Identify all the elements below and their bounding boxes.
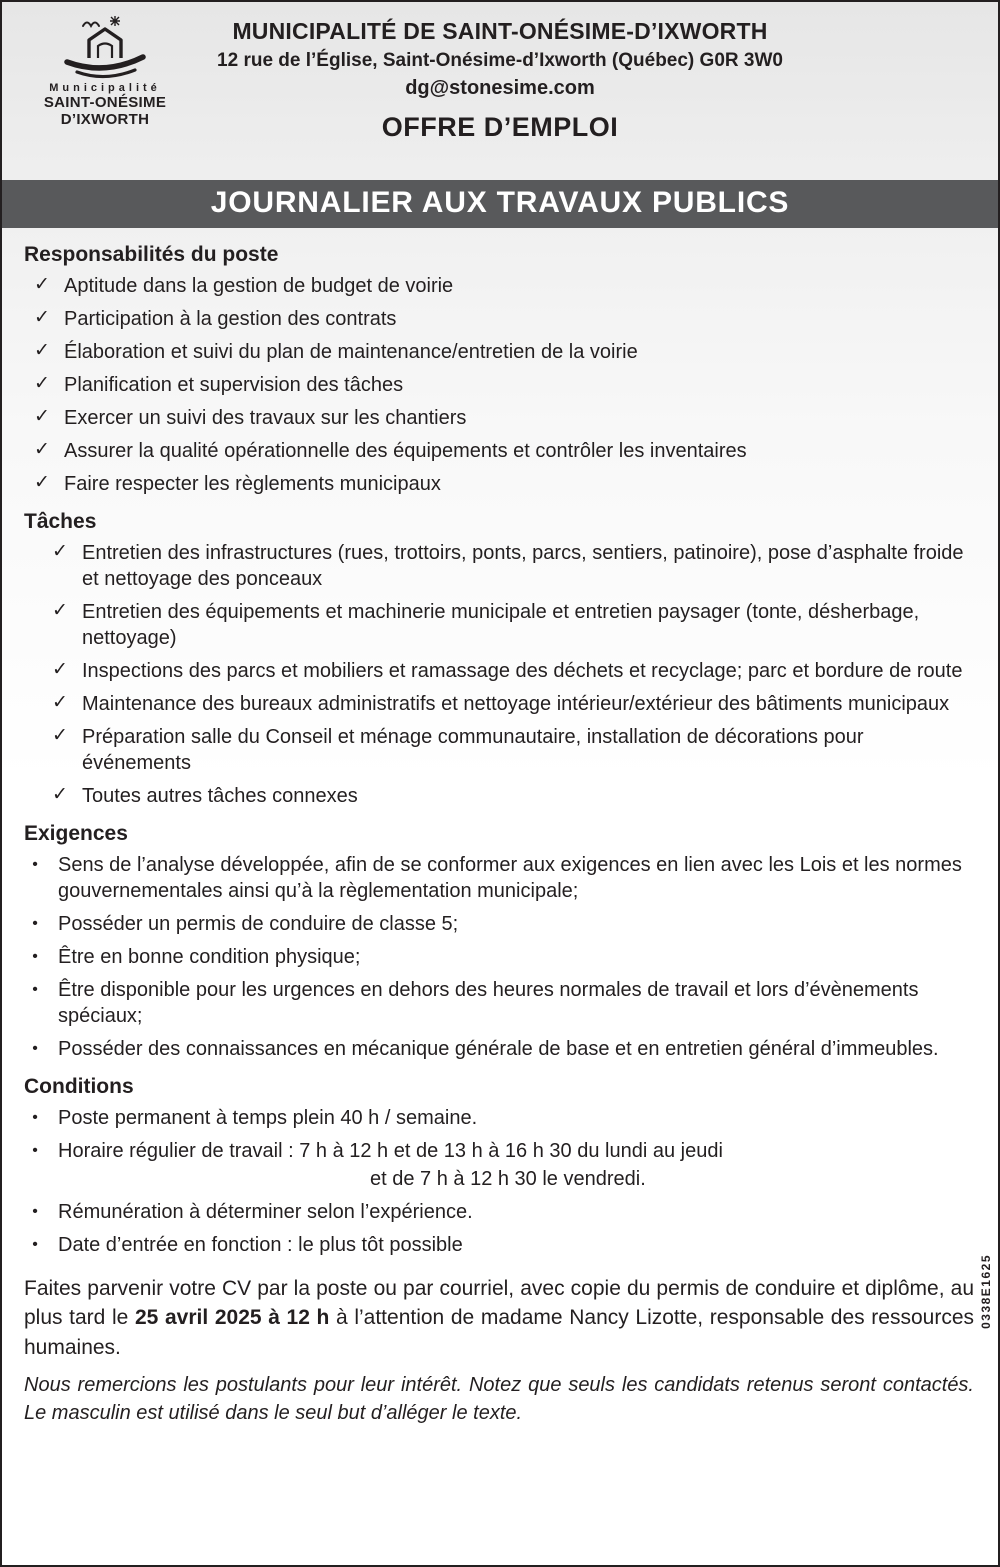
bullet-item-text: [58, 1138, 974, 1192]
bullet-item: [28, 944, 974, 970]
check-icon: ✓: [52, 692, 68, 713]
check-item: [50, 724, 974, 776]
bullet-item: [28, 977, 974, 1029]
check-item: [32, 273, 974, 299]
check-icon: ✓: [34, 373, 50, 394]
bullet-item-text: Poste permanent à temps plein 40 h / semaine.: [58, 1107, 478, 1129]
bullet-item: [28, 911, 974, 937]
check-item-text: Préparation salle du Conseil et ménage communautaire, installation de décorations pour événements: [82, 726, 864, 774]
org-address: 12 rue de l’Église, Saint-Onésime-d’Ixworth (Québec) G0R 3W0: [217, 50, 783, 71]
bullet-icon: •: [32, 1109, 38, 1126]
check-icon: ✓: [52, 659, 68, 680]
check-icon: ✓: [52, 541, 68, 562]
check-item-text: Planification et supervision des tâches: [64, 374, 404, 396]
check-item: [32, 339, 974, 365]
bullet-item-text: Sens de l’analyse développée, afin de se conformer aux exigences en lien avec les Lois et les normes gouvernementales ainsi qu’à la règlementation municipale;: [58, 854, 962, 902]
section-conditions: [24, 1075, 974, 1258]
check-item: [32, 372, 974, 398]
logo-name-line2: D’IXWORTH: [60, 111, 150, 129]
bullet-icon: •: [32, 915, 38, 932]
bullet-icon: •: [32, 981, 38, 998]
bullet-icon: •: [32, 1142, 38, 1159]
bullet-item-text: Être en bonne condition physique;: [58, 946, 361, 968]
check-item: [50, 658, 974, 684]
bullet-item-text: Être disponible pour les urgences en dehors des heures normales de travail et lors d’évènements spéciaux;: [58, 979, 919, 1027]
check-item: [32, 471, 974, 497]
bullet-item: [28, 1036, 974, 1062]
content: [2, 228, 998, 1427]
check-item-text: Exercer un suivi des travaux sur les chantiers: [64, 407, 467, 429]
conditions-list: [24, 1105, 974, 1258]
org-name: MUNICIPALITÉ DE SAINT-ONÉSIME-D’IXWORTH: [232, 18, 768, 44]
section-responsabilites: [24, 243, 974, 497]
check-item-text: Aptitude dans la gestion de budget de voirie: [64, 275, 454, 297]
bullet-item-text: Date d’entrée en fonction : le plus tôt possible: [58, 1234, 463, 1256]
check-item-text: Inspections des parcs et mobiliers et ramassage des déchets et recyclage; parc et bordure de route: [82, 660, 963, 682]
horaire-line1: Horaire régulier de travail : 7 h à 12 h et de 13 h à 16 h 30 du lundi au jeudi: [58, 1140, 723, 1162]
logo-caption: Municipalité: [49, 82, 161, 94]
check-icon: ✓: [34, 472, 50, 493]
bullet-icon: •: [32, 856, 38, 873]
check-icon: ✓: [34, 340, 50, 361]
check-item-text: Élaboration et suivi du plan de maintenance/entretien de la voirie: [64, 341, 638, 363]
check-item-text: Participation à la gestion des contrats: [64, 308, 397, 330]
section-taches: [24, 510, 974, 809]
exigences-list: [24, 852, 974, 1062]
closing-text-2: à l’attention de madame Nancy Lizotte, responsable des ressources humaines.: [24, 1306, 975, 1359]
check-icon: ✓: [52, 600, 68, 621]
horaire-line2: et de 7 h à 12 h 30 le vendredi.: [370, 1168, 646, 1190]
logo-name-line1: SAINT-ONÉSIME: [43, 94, 167, 111]
check-item: [32, 438, 974, 464]
bullet-item-text: Rémunération à déterminer selon l’expérience.: [58, 1201, 473, 1223]
bullet-item: [28, 1232, 974, 1258]
print-code: 0338E1625: [979, 1254, 993, 1329]
header: [2, 2, 998, 176]
section-heading-taches: Tâches: [24, 510, 97, 533]
check-item: [50, 691, 974, 717]
check-item-text: Faire respecter les règlements municipaux: [64, 473, 441, 495]
check-item: [50, 783, 974, 809]
taches-list: [24, 540, 974, 809]
municipality-logo: [40, 12, 170, 129]
offer-label: OFFRE D’EMPLOI: [381, 112, 619, 142]
bullet-icon: •: [32, 1236, 38, 1253]
check-item: [50, 599, 974, 651]
check-icon: ✓: [34, 439, 50, 460]
check-item-text: Assurer la qualité opérationnelle des équipements et contrôler les inventaires: [64, 440, 747, 462]
check-icon: ✓: [52, 725, 68, 746]
check-item-text: Toutes autres tâches connexes: [82, 785, 358, 807]
municipality-logo-icon: [53, 12, 157, 84]
org-email: dg@stonesime.com: [405, 77, 595, 99]
application-deadline: 25 avril 2025 à 12 h: [135, 1306, 330, 1330]
bullet-item-text: Posséder un permis de conduire de classe 5;: [58, 913, 459, 935]
section-heading-exigences: Exigences: [24, 822, 128, 845]
bullet-item: [28, 852, 974, 904]
check-icon: ✓: [34, 307, 50, 328]
check-icon: ✓: [52, 784, 68, 805]
bullet-icon: •: [32, 1040, 38, 1057]
bullet-item: [28, 1199, 974, 1225]
check-icon: ✓: [34, 406, 50, 427]
application-instructions: [24, 1274, 974, 1362]
footer-note: Nous remercions les postulants pour leur intérêt. Notez que seuls les candidats retenus seront contactés. Le masculin est utilisé dans le seul but d’alléger le texte.: [24, 1374, 974, 1424]
check-item: [50, 540, 974, 592]
section-exigences: [24, 822, 974, 1062]
bullet-item: [28, 1138, 974, 1192]
check-item: [32, 405, 974, 431]
section-heading-responsabilites: Responsabilités du poste: [24, 243, 279, 266]
check-item-text: Maintenance des bureaux administratifs et nettoyage intérieur/extérieur des bâtiments municipaux: [82, 693, 950, 715]
check-icon: ✓: [34, 274, 50, 295]
closing-text-1: Faites parvenir votre CV par la poste ou par courriel, avec copie du permis de conduire et diplôme, au plus tard le: [24, 1277, 974, 1330]
responsabilites-list: [24, 273, 974, 497]
job-title-banner: JOURNALIER AUX TRAVAUX PUBLICS: [2, 180, 998, 228]
bullet-item: [28, 1105, 974, 1131]
check-item-text: Entretien des infrastructures (rues, trottoirs, ponts, parcs, sentiers, patinoire), pose d’asphalte froide et nettoyage des ponceaux: [82, 542, 964, 590]
bullet-icon: •: [32, 948, 38, 965]
check-item: [32, 306, 974, 332]
section-heading-conditions: Conditions: [24, 1075, 134, 1098]
bullet-item-text: Posséder des connaissances en mécanique générale de base et en entretien général d’immeubles.: [58, 1038, 939, 1060]
bullet-icon: •: [32, 1203, 38, 1220]
check-item-text: Entretien des équipements et machinerie municipale et entretien paysager (tonte, désherbage, nettoyage): [82, 601, 920, 649]
